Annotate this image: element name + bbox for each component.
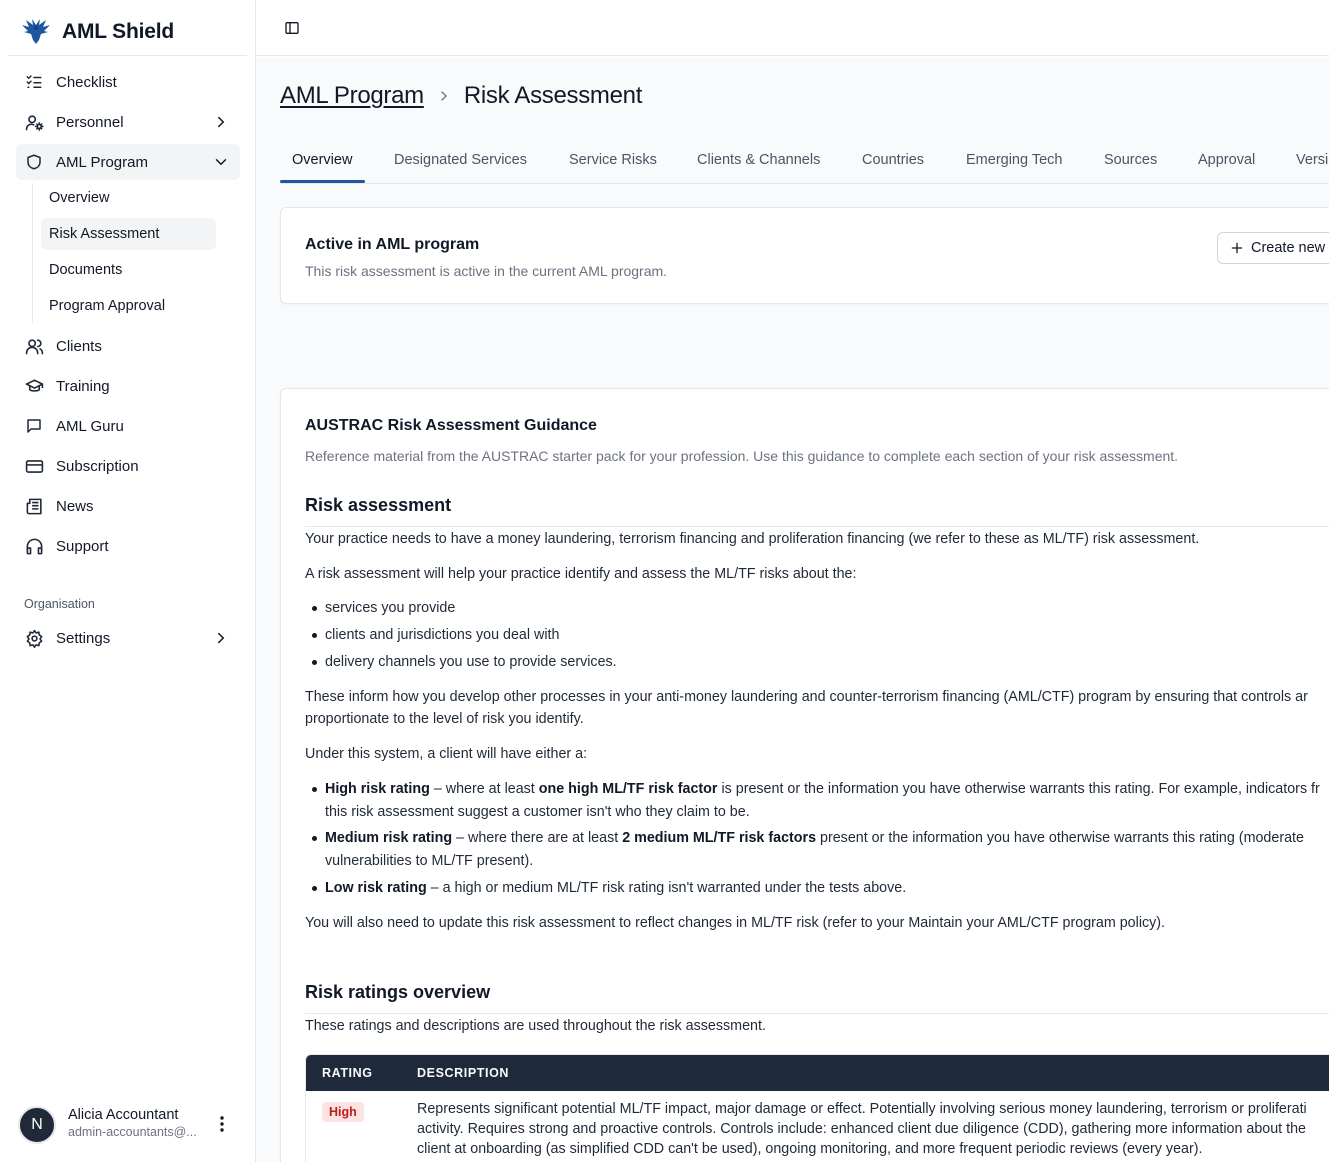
list-item-high-rating <box>305 778 1320 801</box>
message-square-icon <box>24 416 44 436</box>
medium-rating-factor: 2 medium ML/TF risk factors <box>622 830 817 846</box>
chevron-down-icon <box>212 153 230 171</box>
active-tab-indicator <box>280 180 365 183</box>
sidebar-item-label: AML Program <box>56 153 148 171</box>
users-icon <box>24 336 44 356</box>
column-header-rating: RATING <box>322 1066 373 1080</box>
divider <box>8 55 247 56</box>
credit-card-icon <box>24 456 44 476</box>
sidebar-item-settings[interactable] <box>16 620 240 656</box>
sidebar-item-aml-guru[interactable] <box>16 408 240 444</box>
tab-sources[interactable]: Sources <box>1104 152 1158 168</box>
text-line: Represents significant potential ML/TF impact, major damage or effect. Potentially involving serious money laundering, terrorism or proliferati <box>417 1101 1307 1117</box>
app-name: AML Shield <box>62 20 174 43</box>
sidebar-item-news[interactable] <box>16 488 240 524</box>
list-item-continuation: vulnerabilities to ML/TF present). <box>325 853 534 869</box>
status-badge-high: High <box>322 1102 364 1122</box>
status-card <box>280 207 1329 304</box>
text: – a high or medium ML/TF risk rating isn't warranted under the tests above. <box>426 880 907 896</box>
tab-emerging-tech[interactable]: Emerging Tech <box>966 152 1063 168</box>
paragraph: You will also need to update this risk assessment to reflect changes in ML/TF risk (refer to your Maintain your AML/CTF program policy). <box>305 915 1166 931</box>
text: present or the information you have otherwise warrants this rating (moderate <box>816 830 1304 846</box>
plus-icon <box>1230 241 1244 255</box>
guidance-subtitle: Reference material from the AUSTRAC starter pack for your profession. Use this guidance to complete each section of your risk assessment. <box>305 448 1179 464</box>
tab-service-risks[interactable]: Service Risks <box>569 152 657 168</box>
text: is present or the information you have otherwise warrants this rating. For example, indicators fr <box>717 781 1320 797</box>
sidebar-item-label: Subscription <box>56 457 139 475</box>
list-item: clients and jurisdictions you deal with <box>305 624 559 647</box>
breadcrumb <box>280 82 642 110</box>
topbar <box>256 0 1329 56</box>
sidebar-item-label: Settings <box>56 629 111 647</box>
sidebar-item-personnel[interactable] <box>16 104 240 140</box>
chevron-right-icon <box>212 113 230 131</box>
table-header <box>306 1055 1329 1091</box>
divider <box>305 526 1329 527</box>
tab-bar <box>280 137 1329 184</box>
risk-ratings-table <box>305 1054 1329 1162</box>
tab-approval[interactable]: Approval <box>1198 152 1256 168</box>
paragraph: proportionate to the level of risk you identify. <box>305 711 584 727</box>
status-subtitle: This risk assessment is active in the current AML program. <box>305 263 668 279</box>
chevron-right-icon <box>212 629 230 647</box>
newspaper-icon <box>24 496 44 516</box>
high-rating-label: High risk rating <box>325 781 430 797</box>
sidebar-item-label: Checklist <box>56 73 117 91</box>
status-title: Active in AML program <box>305 236 480 253</box>
shield-icon <box>24 152 44 172</box>
paragraph: Under this system, a client will have either a: <box>305 746 588 762</box>
main-content <box>256 57 1329 1162</box>
medium-rating-label: Medium risk rating <box>325 830 453 846</box>
tab-overview[interactable]: Overview <box>292 152 353 168</box>
page-title: Risk Assessment <box>463 82 643 109</box>
sidebar-item-label: News <box>56 497 94 515</box>
sidebar-item-training[interactable] <box>16 368 240 404</box>
paragraph: Your practice needs to have a money laundering, terrorism financing and proliferation financing (we refer to these as ML/TF) risk assessment. <box>305 531 1200 547</box>
sidebar-item-support[interactable] <box>16 528 240 564</box>
user-name: Alicia Accountant <box>68 1107 179 1123</box>
tab-clients-channels[interactable]: Clients & Channels <box>697 152 821 168</box>
table-cell-description <box>417 1099 1307 1159</box>
list-item: delivery channels you use to provide services. <box>305 651 617 674</box>
user-profile[interactable] <box>18 1104 238 1146</box>
sidebar-item-aml-program[interactable] <box>16 144 240 180</box>
chevron-right-icon <box>436 88 452 104</box>
sidebar-item-label: Training <box>56 377 110 395</box>
more-vertical-icon[interactable] <box>214 1112 230 1136</box>
table-row <box>306 1091 1329 1162</box>
user-cog-icon <box>24 112 44 132</box>
text: – where at least <box>429 781 539 797</box>
high-rating-factor: one high ML/TF risk factor <box>538 781 718 797</box>
tab-countries[interactable]: Countries <box>862 152 925 168</box>
checklist-icon <box>24 72 44 92</box>
subnav-label: Program Approval <box>49 298 166 314</box>
text-line: activity. Requires strong and proactive controls. Controls include: enhanced client due diligence (CDD), gathering more information about the <box>417 1121 1306 1137</box>
divider <box>305 1013 1329 1014</box>
subnav-line <box>32 183 33 323</box>
text-line: client at onboarding (as simplified CDD can't be used), ongoing monitoring, and more frequent periodic reviews (every year). <box>417 1141 1203 1157</box>
sidebar-item-label: Personnel <box>56 113 124 131</box>
sidebar-item-label: Clients <box>56 337 102 355</box>
paragraph: These ratings and descriptions are used throughout the risk assessment. <box>305 1018 766 1034</box>
user-email: admin-accountants@... <box>68 1125 197 1139</box>
subnav-item-program-approval[interactable] <box>41 290 216 322</box>
avatar: N <box>18 1106 56 1144</box>
create-new-button[interactable] <box>1217 232 1329 264</box>
guidance-card <box>280 388 1329 1162</box>
list-item: services you provide <box>305 597 455 620</box>
brand[interactable] <box>20 14 174 50</box>
sidebar-toggle-icon[interactable] <box>284 20 304 40</box>
sidebar-item-subscription[interactable] <box>16 448 240 484</box>
subnav-label: Documents <box>49 262 123 278</box>
risk-assessment-heading: Risk assessment <box>305 495 452 515</box>
section-label-organisation: Organisation <box>24 597 95 611</box>
eagle-logo-icon <box>20 16 52 48</box>
create-new-label: Create new <box>1251 240 1326 256</box>
headphones-icon <box>24 536 44 556</box>
sidebar <box>0 0 256 1162</box>
sidebar-item-clients[interactable] <box>16 328 240 364</box>
sidebar-item-label: AML Guru <box>56 417 124 435</box>
list-item-continuation: this risk assessment suggest a customer isn't who they claim to be. <box>325 804 750 820</box>
subnav-item-overview[interactable] <box>41 182 216 214</box>
subnav-item-risk-assessment[interactable] <box>41 218 216 250</box>
subnav-item-documents[interactable] <box>41 254 216 286</box>
tab-versions[interactable]: Versi <box>1296 152 1329 168</box>
tab-designated-services[interactable]: Designated Services <box>394 152 527 168</box>
list-item-medium-rating <box>305 827 1304 850</box>
guidance-title: AUSTRAC Risk Assessment Guidance <box>305 417 597 434</box>
subnav-label: Overview <box>49 190 110 206</box>
low-rating-label: Low risk rating <box>325 880 427 896</box>
risk-ratings-heading: Risk ratings overview <box>305 982 491 1002</box>
sidebar-item-label: Support <box>56 537 109 555</box>
graduation-cap-icon <box>24 376 44 396</box>
gear-icon <box>24 628 44 648</box>
sidebar-item-checklist[interactable] <box>16 64 240 100</box>
breadcrumb-link-aml-program[interactable]: AML Program <box>280 82 424 109</box>
paragraph: A risk assessment will help your practice identify and assess the ML/TF risks about the: <box>305 566 857 582</box>
list-item-low-rating <box>305 877 906 900</box>
column-header-description: DESCRIPTION <box>417 1066 510 1080</box>
paragraph: These inform how you develop other processes in your anti-money laundering and counter-terrorism financing (AML/CTF) program by ensuring that controls ar <box>305 689 1308 705</box>
text: – where there are at least <box>452 830 623 846</box>
subnav-label: Risk Assessment <box>49 226 160 242</box>
